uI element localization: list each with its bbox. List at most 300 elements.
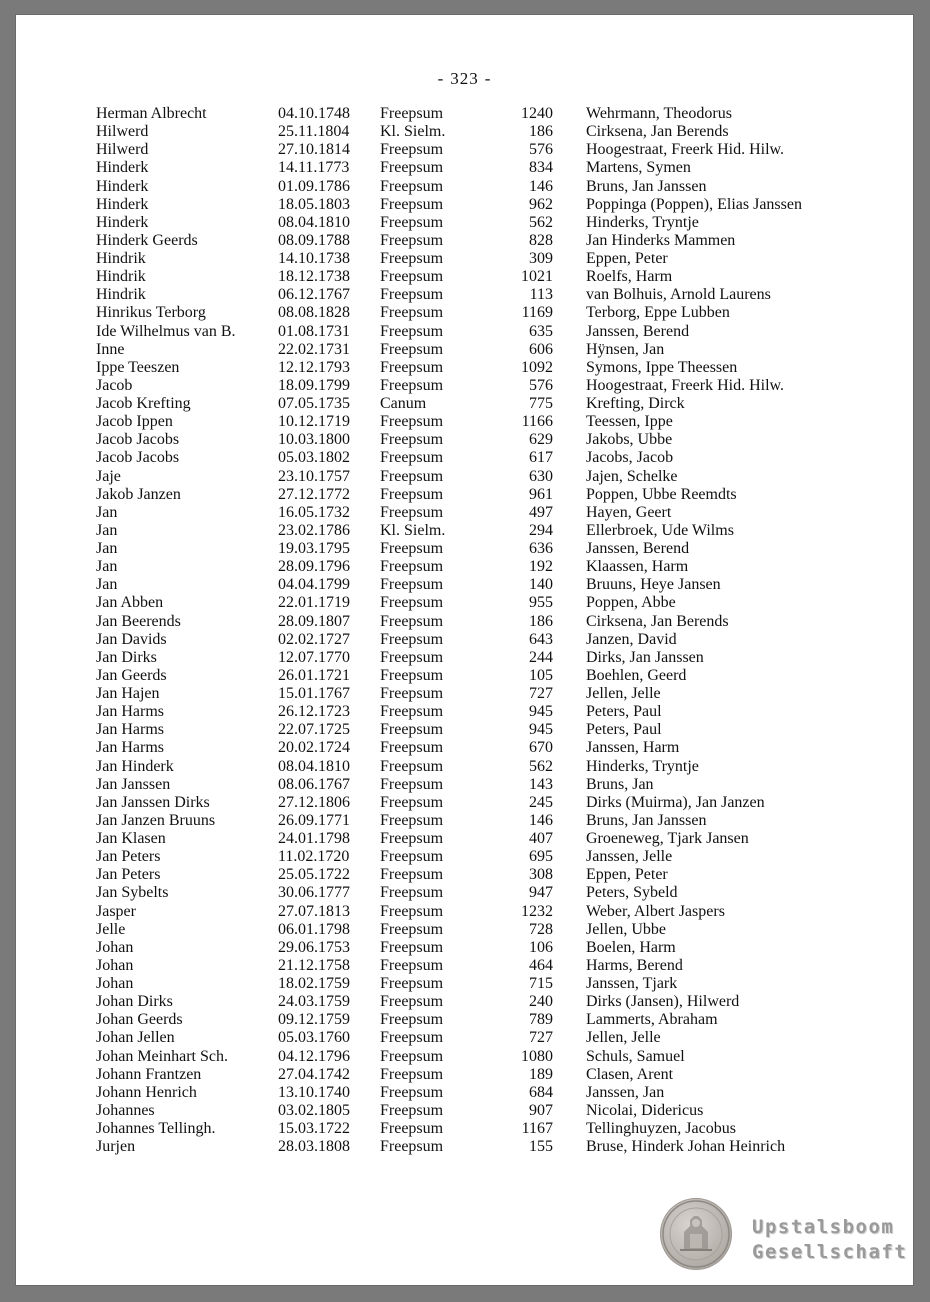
entry-date: 27.07.1813 (278, 902, 350, 920)
entry-place: Freepsum (380, 141, 444, 159)
entry-reference: Roelfs, Harm (586, 268, 673, 286)
entry-number: 497 (529, 503, 553, 521)
entry-place: Freepsum (380, 177, 444, 195)
entry-number: 828 (529, 231, 553, 249)
entry-number: 962 (529, 195, 553, 213)
entry-date: 28.09.1807 (278, 612, 350, 630)
entry-reference: Jellen, Jelle (586, 1029, 661, 1047)
entry-reference: Janssen, Berend (586, 540, 690, 557)
table-row (16, 395, 913, 413)
table-row (16, 123, 913, 141)
table-row (16, 449, 913, 467)
entry-reference: Tellinghuyzen, Jacobus (586, 1120, 736, 1137)
table-row (16, 159, 913, 177)
entry-date: 05.03.1760 (278, 1029, 350, 1047)
entry-number: 407 (529, 830, 553, 847)
entry-reference: Janssen, Berend (586, 322, 690, 340)
entry-number: 617 (529, 449, 553, 467)
entry-name: Johan (96, 956, 134, 974)
entry-place: Freepsum (380, 431, 444, 449)
entry-name: Johan Meinhart Sch. (96, 1047, 228, 1065)
entry-number: 955 (529, 594, 553, 612)
table-row (16, 903, 913, 921)
table-row (16, 341, 913, 359)
entry-number: 143 (529, 775, 553, 793)
entry-reference: Krefting, Dirck (586, 395, 685, 412)
entry-date: 10.12.1719 (278, 413, 350, 431)
entry-place: Freepsum (380, 250, 444, 267)
entry-number: 113 (529, 286, 553, 304)
entry-reference: Eppen, Peter (586, 250, 668, 267)
entry-reference: Dirks, Jan Janssen (586, 648, 704, 666)
entry-number: 105 (529, 666, 553, 684)
entry-date: 28.03.1808 (278, 1138, 350, 1156)
entry-place: Freepsum (380, 558, 444, 576)
entry-place: Freepsum (380, 304, 444, 322)
entry-name: Jurjen (96, 1138, 136, 1156)
entry-name: Jan (96, 503, 118, 521)
entry-name: Jan (96, 540, 118, 557)
entry-number: 294 (529, 521, 553, 539)
entry-number: 1167 (521, 1120, 553, 1137)
entry-place: Freepsum (380, 105, 444, 122)
entry-reference: Harms, Berend (586, 956, 683, 974)
entry-place: Freepsum (380, 975, 444, 992)
entry-number: 727 (529, 1029, 553, 1047)
entry-name: Johannes Tellingh. (96, 1120, 216, 1137)
entry-date: 24.01.1798 (278, 830, 350, 847)
entry-number: 629 (529, 431, 553, 449)
table-row (16, 304, 913, 322)
entry-date: 15.01.1767 (278, 685, 350, 702)
entry-place: Freepsum (380, 612, 444, 630)
entry-number: 636 (529, 540, 553, 557)
entry-name: Herman Albrecht (96, 105, 207, 122)
entry-place: Freepsum (380, 231, 444, 249)
entry-date: 22.01.1719 (278, 594, 350, 612)
entry-name: Hinrikus Terborg (96, 304, 206, 322)
entry-reference: Poppen, Abbe (586, 594, 676, 612)
entry-number: 907 (529, 1101, 553, 1119)
entry-number: 576 (529, 141, 553, 159)
entry-name: Hilwerd (96, 123, 149, 141)
entry-name: Ide Wilhelmus van B. (96, 322, 236, 340)
table-row (16, 232, 913, 250)
entry-date: 25.05.1722 (278, 866, 350, 884)
entry-reference: Hayen, Geert (586, 503, 672, 521)
table-row (16, 377, 913, 395)
entry-number: 789 (529, 1011, 553, 1029)
entry-place: Freepsum (380, 322, 444, 340)
table-row (16, 141, 913, 159)
table-row (16, 105, 913, 123)
entry-reference: Peters, Sybeld (586, 884, 678, 902)
entry-name: Hinderk Geerds (96, 231, 198, 249)
entry-place: Freepsum (380, 576, 444, 594)
entry-place: Freepsum (380, 793, 444, 811)
entry-reference: Eppen, Peter (586, 866, 668, 884)
table-row (16, 196, 913, 214)
entry-reference: Poppen, Ubbe Reemdts (586, 485, 737, 503)
entry-name: Jasper (96, 902, 136, 920)
society-watermark (752, 1215, 907, 1265)
entry-date: 08.06.1767 (278, 775, 350, 793)
entry-place: Freepsum (380, 648, 444, 666)
entry-number: 186 (529, 123, 553, 141)
entry-date: 26.12.1723 (278, 703, 350, 721)
entry-place: Freepsum (380, 467, 444, 485)
table-row (16, 758, 913, 776)
entry-date: 23.10.1757 (278, 467, 350, 485)
entry-reference: van Bolhuis, Arnold Laurens (586, 286, 771, 304)
entry-place: Freepsum (380, 503, 444, 521)
entry-date: 18.02.1759 (278, 975, 350, 992)
table-row (16, 1011, 913, 1029)
entry-number: 244 (529, 648, 553, 666)
entry-number: 606 (529, 340, 553, 358)
table-row (16, 1084, 913, 1102)
society-name-line2: Gesellschaft (752, 1241, 908, 1263)
entry-date: 28.09.1796 (278, 558, 350, 576)
entry-place: Freepsum (380, 1047, 444, 1065)
entry-number: 140 (529, 576, 553, 594)
table-row (16, 359, 913, 377)
entry-name: Jan Harms (96, 703, 164, 721)
entry-reference: Wehrmann, Theodorus (586, 105, 732, 122)
entry-name: Johan Jellen (96, 1029, 175, 1047)
entry-number: 240 (529, 993, 553, 1011)
entry-date: 16.05.1732 (278, 503, 350, 521)
entry-reference: Janssen, Jelle (586, 848, 673, 866)
entry-reference: Weber, Albert Jaspers (586, 902, 725, 920)
entry-number: 106 (529, 938, 553, 956)
entry-number: 562 (529, 757, 553, 775)
entry-name: Jan Hinderk (96, 757, 174, 775)
entry-number: 146 (529, 177, 553, 195)
entry-number: 727 (529, 685, 553, 702)
entry-reference: Bruns, Jan (586, 775, 654, 793)
entry-date: 08.08.1828 (278, 304, 350, 322)
entry-date: 22.07.1725 (278, 721, 350, 739)
entry-name: Johan (96, 975, 134, 992)
entry-number: 1092 (521, 358, 553, 376)
entry-number: 192 (529, 558, 553, 576)
entry-date: 04.04.1799 (278, 576, 350, 594)
entry-reference: Hoogestraat, Freerk Hid. Hilw. (586, 376, 785, 394)
entry-date: 08.04.1810 (278, 213, 350, 231)
table-row (16, 1138, 913, 1156)
entry-reference: Martens, Symen (586, 159, 691, 177)
entry-name: Inne (96, 340, 125, 358)
entry-reference: Jacobs, Jacob (586, 449, 674, 467)
entry-place: Freepsum (380, 1101, 444, 1119)
entry-reference: Nicolai, Didericus (586, 1101, 704, 1119)
entry-place: Freepsum (380, 848, 444, 866)
entry-name: Hindrik (96, 250, 146, 267)
entry-name: Jan (96, 558, 118, 576)
table-row (16, 921, 913, 939)
entry-number: 464 (529, 956, 553, 974)
table-row (16, 214, 913, 232)
table-row (16, 558, 913, 576)
entry-date: 12.07.1770 (278, 648, 350, 666)
entry-name: Jan (96, 521, 118, 539)
entry-number: 1232 (521, 902, 553, 920)
entry-date: 25.11.1804 (278, 123, 350, 141)
entry-name: Jan Dirks (96, 648, 157, 666)
entry-number: 308 (529, 866, 553, 884)
entry-place: Kl. Sielm. (380, 123, 446, 141)
entry-reference: Janzen, David (586, 630, 677, 648)
entry-reference: Peters, Paul (586, 721, 662, 739)
entry-place: Freepsum (380, 195, 444, 213)
table-row (16, 703, 913, 721)
entry-name: Jan Harms (96, 721, 164, 739)
entry-number: 715 (529, 975, 553, 992)
table-row (16, 884, 913, 902)
entry-name: Hinderk (96, 159, 149, 177)
entry-date: 01.08.1731 (278, 322, 350, 340)
entry-reference: Dirks (Muirma), Jan Janzen (586, 793, 765, 811)
entry-name: Johann Frantzen (96, 1065, 202, 1083)
entry-reference: Janssen, Tjark (586, 975, 678, 992)
entry-reference: Schuls, Samuel (586, 1047, 685, 1065)
entry-date: 18.05.1803 (278, 195, 350, 213)
entry-date: 05.03.1802 (278, 449, 350, 467)
entry-name: Jacob Ippen (96, 413, 173, 431)
entry-date: 30.06.1777 (278, 884, 350, 902)
entry-name: Jakob Janzen (96, 485, 181, 503)
entry-place: Freepsum (380, 1065, 444, 1083)
table-row (16, 268, 913, 286)
entry-name: Jan Janzen Bruuns (96, 811, 216, 829)
entry-place: Freepsum (380, 884, 444, 902)
entry-place: Freepsum (380, 286, 444, 304)
entry-reference: Jan Hinderks Mammen (586, 231, 736, 249)
entry-name: Jan Hajen (96, 685, 160, 702)
entry-reference: Bruuns, Heye Jansen (586, 576, 721, 594)
entry-number: 189 (529, 1065, 553, 1083)
entry-name: Jacob Krefting (96, 395, 191, 412)
entry-number: 1169 (521, 304, 553, 322)
entry-date: 07.05.1735 (278, 395, 350, 412)
entry-place: Freepsum (380, 956, 444, 974)
table-row (16, 667, 913, 685)
entry-name: Jan Davids (96, 630, 167, 648)
entry-name: Jacob Jacobs (96, 449, 180, 467)
table-row (16, 1102, 913, 1120)
table-row (16, 250, 913, 268)
table-row (16, 794, 913, 812)
entry-place: Freepsum (380, 739, 444, 757)
entry-number: 643 (529, 630, 553, 648)
entry-place: Freepsum (380, 159, 444, 177)
entry-date: 18.09.1799 (278, 376, 350, 394)
entry-reference: Bruns, Jan Janssen (586, 177, 707, 195)
society-name-line1: Upstalsboom (752, 1216, 895, 1238)
entry-reference: Jajen, Schelke (586, 467, 678, 485)
entry-date: 18.12.1738 (278, 268, 350, 286)
table-row (16, 975, 913, 993)
entry-reference: Bruse, Hinderk Johan Heinrich (586, 1138, 786, 1156)
entry-name: Jaje (96, 467, 121, 485)
entry-number: 186 (529, 612, 553, 630)
entry-number: 945 (529, 703, 553, 721)
entry-place: Freepsum (380, 866, 444, 884)
table-row (16, 486, 913, 504)
page-number-value: 323 (450, 69, 479, 88)
entry-reference: Poppinga (Poppen), Elias Janssen (586, 195, 802, 213)
entry-name: Johannes (96, 1101, 155, 1119)
table-row (16, 1066, 913, 1084)
entry-reference: Boehlen, Geerd (586, 666, 687, 684)
entry-reference: Teessen, Ippe (586, 413, 673, 431)
entry-number: 1021 (521, 268, 553, 286)
entry-reference: Klaassen, Harm (586, 558, 689, 576)
table-row (16, 721, 913, 739)
table-row (16, 1120, 913, 1138)
entry-place: Freepsum (380, 1138, 444, 1156)
table-row (16, 413, 913, 431)
entry-place: Freepsum (380, 902, 444, 920)
entry-name: Jelle (96, 920, 126, 938)
table-row (16, 613, 913, 631)
entry-reference: Peters, Paul (586, 703, 662, 721)
entry-place: Freepsum (380, 938, 444, 956)
entry-number: 670 (529, 739, 553, 757)
entry-place: Freepsum (380, 830, 444, 847)
entry-date: 27.12.1806 (278, 793, 350, 811)
entry-place: Freepsum (380, 685, 444, 702)
entry-number: 695 (529, 848, 553, 866)
table-row (16, 631, 913, 649)
entry-date: 13.10.1740 (278, 1083, 350, 1101)
entry-date: 02.02.1727 (278, 630, 350, 648)
entry-date: 12.12.1793 (278, 358, 350, 376)
table-row (16, 522, 913, 540)
entry-number: 728 (529, 920, 553, 938)
table-row (16, 323, 913, 341)
table-row (16, 649, 913, 667)
entry-place: Freepsum (380, 721, 444, 739)
entry-number: 1240 (521, 105, 553, 122)
entry-place: Freepsum (380, 703, 444, 721)
entry-reference: Clasen, Arent (586, 1065, 674, 1083)
entry-name: Hinderk (96, 213, 149, 231)
entry-reference: Ellerbroek, Ude Wilms (586, 521, 734, 539)
entry-place: Freepsum (380, 213, 444, 231)
entry-place: Freepsum (380, 811, 444, 829)
entry-date: 03.02.1805 (278, 1101, 350, 1119)
entry-name: Jan Geerds (96, 666, 167, 684)
entry-name: Hindrik (96, 286, 146, 304)
entry-date: 14.10.1738 (278, 250, 350, 267)
entry-reference: Hinderks, Tryntje (586, 757, 699, 775)
entry-number: 630 (529, 467, 553, 485)
entry-date: 27.12.1772 (278, 485, 350, 503)
entry-date: 19.03.1795 (278, 540, 350, 557)
table-row (16, 576, 913, 594)
entry-number: 155 (529, 1138, 553, 1156)
entry-name: Hinderk (96, 195, 149, 213)
entry-reference: Lammerts, Abraham (586, 1011, 718, 1029)
entry-reference: Boelen, Harm (586, 938, 676, 956)
entry-reference: Symons, Ippe Theessen (586, 358, 738, 376)
entry-name: Jacob (96, 376, 133, 394)
entry-name: Hindrik (96, 268, 146, 286)
entry-place: Freepsum (380, 449, 444, 467)
entry-reference: Hinderks, Tryntje (586, 213, 699, 231)
entry-date: 14.11.1773 (278, 159, 350, 177)
entry-reference: Janssen, Harm (586, 739, 680, 757)
entry-date: 09.12.1759 (278, 1011, 350, 1029)
entry-number: 947 (529, 884, 553, 902)
entry-place: Canum (380, 395, 427, 412)
entry-reference: Bruns, Jan Janssen (586, 811, 707, 829)
table-row (16, 286, 913, 304)
entry-date: 15.03.1722 (278, 1120, 350, 1137)
table-row (16, 685, 913, 703)
entry-place: Freepsum (380, 376, 444, 394)
entry-number: 961 (529, 485, 553, 503)
entry-name: Jan Janssen Dirks (96, 793, 210, 811)
entry-reference: Hÿnsen, Jan (586, 340, 665, 358)
table-row (16, 1029, 913, 1047)
entry-number: 576 (529, 376, 553, 394)
entry-date: 11.02.1720 (278, 848, 350, 866)
table-row (16, 848, 913, 866)
entry-place: Freepsum (380, 630, 444, 648)
entry-name: Jan Peters (96, 848, 161, 866)
table-row (16, 739, 913, 757)
entry-date: 08.09.1788 (278, 231, 350, 249)
entry-name: Jan (96, 576, 118, 594)
entry-name: Jan Klasen (96, 830, 166, 847)
entry-number: 775 (529, 395, 553, 412)
entry-name: Jan Sybelts (96, 884, 169, 902)
entry-name: Jan Janssen (96, 775, 171, 793)
entry-place: Freepsum (380, 1011, 444, 1029)
entry-place: Freepsum (380, 594, 444, 612)
entry-date: 27.10.1814 (278, 141, 350, 159)
entry-reference: Cirksena, Jan Berends (586, 612, 729, 630)
entry-reference: Dirks (Jansen), Hilwerd (586, 993, 740, 1011)
entry-number: 684 (529, 1083, 553, 1101)
entry-number: 146 (529, 811, 553, 829)
table-row (16, 504, 913, 522)
entry-place: Freepsum (380, 993, 444, 1011)
entry-name: Ippe Teeszen (96, 358, 180, 376)
entry-reference: Terborg, Eppe Lubben (586, 304, 730, 322)
table-row (16, 594, 913, 612)
entry-name: Johan (96, 938, 134, 956)
table-row (16, 468, 913, 486)
entry-number: 1166 (521, 413, 553, 431)
entry-name: Johan Geerds (96, 1011, 183, 1029)
table-row (16, 178, 913, 196)
entry-number: 245 (529, 793, 553, 811)
entry-reference: Cirksena, Jan Berends (586, 123, 729, 141)
entry-number: 562 (529, 213, 553, 231)
entry-reference: Jellen, Jelle (586, 685, 661, 702)
entry-number: 635 (529, 322, 553, 340)
entry-name: Jan Peters (96, 866, 161, 884)
entry-reference: Jakobs, Ubbe (586, 431, 673, 449)
entry-place: Freepsum (380, 757, 444, 775)
seal-icon (660, 1198, 732, 1270)
entry-place: Freepsum (380, 358, 444, 376)
entry-name: Jan Abben (96, 594, 164, 612)
